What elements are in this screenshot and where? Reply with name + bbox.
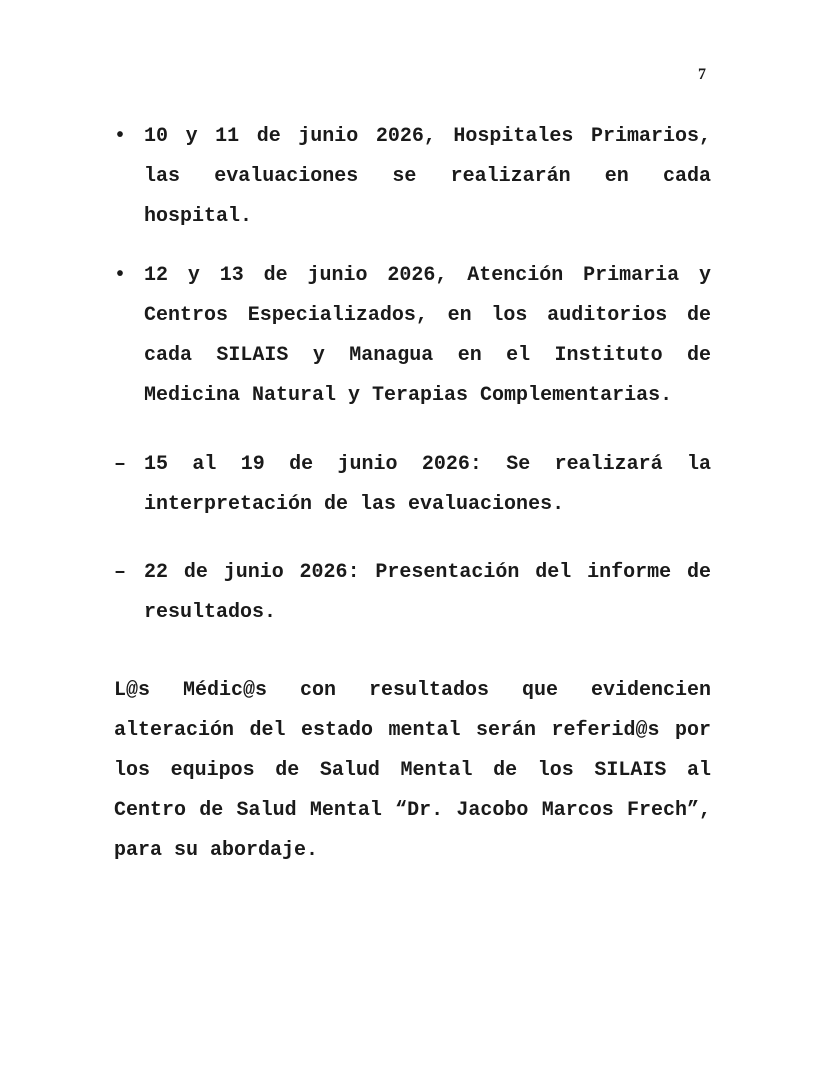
dash-marker: – — [114, 453, 127, 476]
bullet-marker: • — [114, 264, 127, 287]
list-item-atencion-primaria — [114, 256, 711, 416]
bullet-marker: • — [114, 125, 127, 148]
list-item-text: 22 de junio 2026: Presentación del informe de resultados. — [144, 561, 711, 624]
list-item-presentacion-informe — [114, 553, 711, 633]
list-item-text: 10 y 11 de junio 2026, Hospitales Primarios, las evaluaciones se realizarán en cada hospital. — [144, 125, 711, 228]
dash-marker: – — [114, 561, 127, 584]
list-item-interpretacion — [114, 445, 711, 525]
list-item-text: 12 y 13 de junio 2026, Atención Primaria y Centros Especializados, en los auditorios de cada SILAIS y Managua en el Instituto de Medicina Natural y Terapias Complementarias. — [144, 264, 711, 407]
list-item-text: 15 al 19 de junio 2026: Se realizará la interpretación de las evaluaciones. — [144, 453, 711, 516]
page-number: 7 — [698, 66, 706, 83]
closing-paragraph: L@s Médic@s con resultados que evidencien alteración del estado mental serán referid@s por los equipos de Salud Mental de los SILAIS al Centro de Salud Mental “Dr. Jacobo Marcos Frech”, para su abordaje. — [114, 679, 711, 862]
list-item-hospitales-primarios — [114, 117, 711, 237]
document-body — [114, 117, 711, 891]
